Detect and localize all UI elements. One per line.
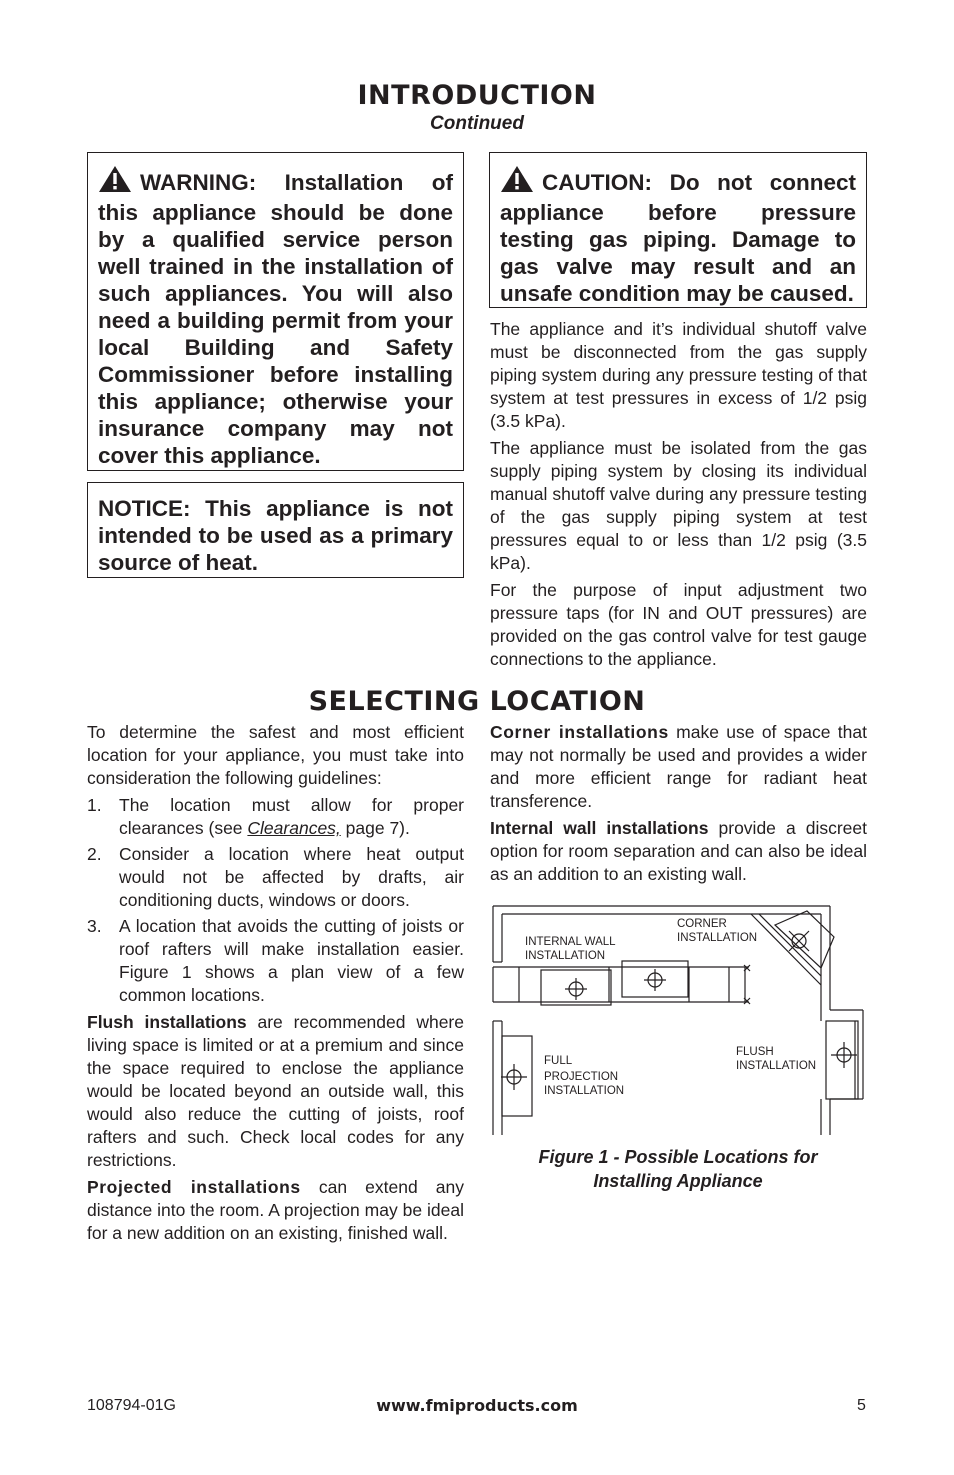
figure-caption: Figure 1 - Possible Locations for Installing Appliance (538, 1147, 818, 1191)
footer-url[interactable]: www.fmiproducts.com (376, 1396, 578, 1415)
caution-box (489, 152, 867, 308)
figure-1-diagram (489, 903, 867, 1138)
caution-text: CAUTION: Do not connect appliance before pressure testing gas piping. Damage to gas valve may result and an unsafe condition may be caused. (500, 170, 856, 306)
page-number: 5 (857, 1397, 866, 1414)
svg-text:INSTALLATION: INSTALLATION (525, 950, 606, 962)
fig-label-full-projection: FULL (544, 1055, 573, 1067)
list-item: 2. Consider a location where heat output would not be affected by drafts, air conditioning ducts, windows or doors. (87, 844, 464, 910)
notice-box (87, 482, 464, 578)
clearances-link[interactable]: Clearances, (247, 818, 341, 838)
paragraph: The appliance and it’s individual shutoff valve must be disconnected from the gas supply piping system during any pressure testing of that system at test pressures in excess of 1/2 psig (3.5 kPa). (490, 319, 867, 431)
list-item: 1. The location must allow for proper clearances (see Clearances, page 7). (87, 795, 464, 838)
svg-text:INSTALLATION: INSTALLATION (677, 932, 758, 944)
gas-testing-section (490, 318, 867, 675)
section-title: SELECTING LOCATION (308, 686, 646, 717)
warning-box (87, 152, 464, 471)
page-title: INTRODUCTION (357, 80, 597, 111)
fig-label-internal: INTERNAL WALL (525, 936, 616, 948)
svg-text:PROJECTION: PROJECTION (544, 1071, 619, 1083)
caution-icon (500, 165, 534, 199)
fig-label-flush: FLUSH (736, 1046, 774, 1058)
svg-text:INSTALLATION: INSTALLATION (736, 1060, 817, 1072)
page-subtitle: Continued (430, 113, 524, 134)
paragraph: To determine the safest and most efficient location for your appliance, you must take into consideration the following guidelines: (87, 722, 464, 788)
fig-label-corner: CORNER (677, 918, 727, 930)
notice-text: NOTICE: This appliance is not intended to be used as a primary source of heat. (98, 496, 453, 575)
paragraph: For the purpose of input adjustment two pressure taps (for IN and OUT pressures) are provided on the gas control valve for test gauge connections to the appliance. (490, 580, 867, 669)
list-item: 3. A location that avoids the cutting of joists or roof rafters will make installation easier. Figure 1 shows a plan view of a few common locations. (87, 916, 464, 1005)
corner-paragraph: Corner installations make use of space that may not normally be used and provides a wider and more efficient range for radiant heat transference. (490, 722, 867, 811)
flush-paragraph: Flush installations are recommended where living space is limited or at a premium and since the space required to enclose the appliance would be located beyond an outside wall, this would also reduce the cutting of joists, roof rafters and such. Check local codes for any restrictions. (87, 1012, 464, 1170)
footer-part-number: 108794-01G (87, 1397, 176, 1414)
selecting-left-column (87, 721, 464, 1249)
projected-paragraph: Projected installations can extend any distance into the room. A projection may be ideal for a new addition on an existing, finished wall. (87, 1177, 465, 1243)
warning-icon (98, 165, 132, 199)
paragraph: The appliance must be isolated from the gas supply piping system by closing its individual manual shutoff valve during any pressure testing of the gas supply piping system at test pressures equal to or less than 1/2 psig (3.5 kPa). (490, 438, 867, 573)
internal-paragraph: Internal wall installations provide a discreet option for room separation and can also be ideal as an addition to an existing wall. (490, 818, 867, 884)
selecting-right-column (490, 721, 867, 890)
guidelines-list (87, 794, 464, 1007)
svg-text:INSTALLATION: INSTALLATION (544, 1085, 625, 1097)
warning-text: WARNING: Installation of this appliance should be done by a qualified service person well trained in the installation of such appliances. You will also need a building permit from your local Building and Safety Commissioner before installing this appliance; otherwise your insurance company may not cover this appliance. (98, 170, 453, 468)
